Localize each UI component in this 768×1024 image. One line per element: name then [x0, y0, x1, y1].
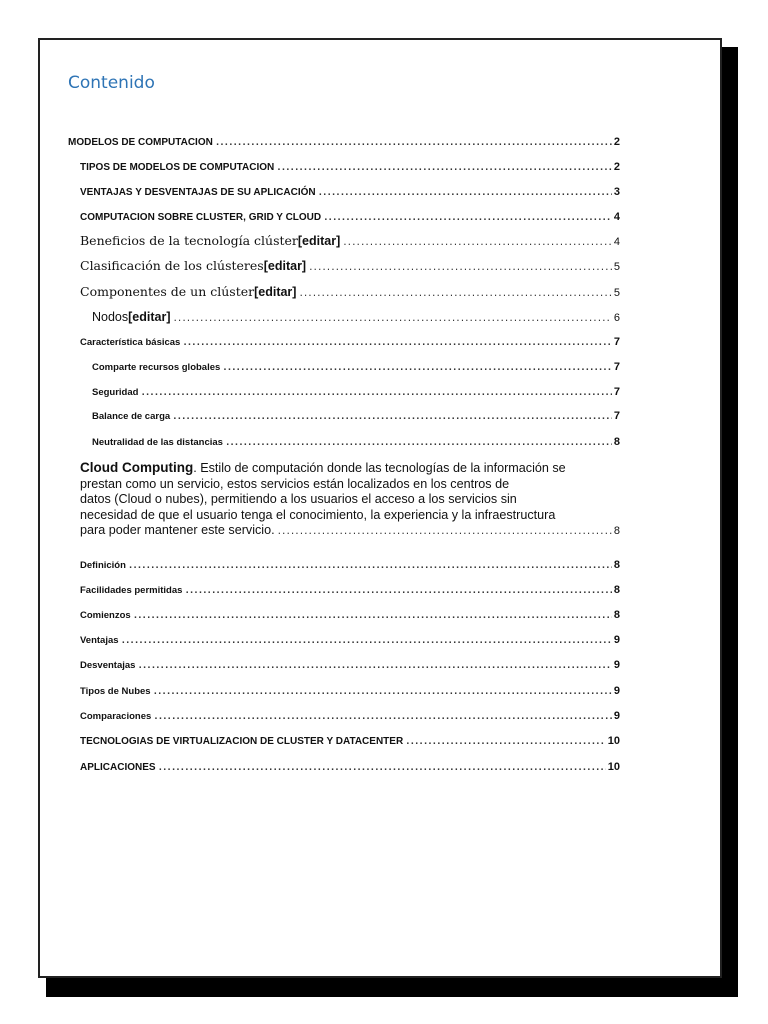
toc-entry[interactable] [80, 336, 620, 348]
dot-leader [182, 338, 612, 348]
toc-entry[interactable] [68, 136, 620, 148]
toc-entry[interactable] [80, 258, 620, 273]
toc-entry[interactable] [80, 186, 620, 198]
dot-leader [298, 289, 611, 299]
dot-leader [153, 687, 612, 697]
edit-link[interactable]: [editar] [254, 285, 297, 299]
toc-entry-text: Componentes de un clúster [80, 284, 255, 299]
toc-entry[interactable] [92, 410, 620, 422]
toc-page-number: 8 [613, 584, 620, 596]
toc-entry-text: APLICACIONES [80, 762, 156, 773]
toc-page-number: 2 [613, 161, 620, 173]
toc-entry-text: Beneficios de la tecnología clúster [80, 233, 298, 248]
toc-page-number: 8 [613, 609, 620, 621]
edit-link[interactable]: [editar] [263, 259, 307, 273]
toc-entry[interactable] [80, 761, 620, 773]
dot-leader [173, 314, 612, 324]
toc-entry[interactable] [80, 161, 620, 173]
toc-entry[interactable] [80, 559, 620, 571]
toc-entry[interactable] [80, 634, 620, 646]
dot-leader [215, 138, 612, 148]
toc-entry-text: Nodos [92, 310, 129, 324]
edit-link[interactable]: [editar] [128, 310, 171, 324]
toc-entry[interactable] [92, 436, 620, 448]
toc-entry-text: Balance de carga [92, 411, 171, 422]
toc-entry[interactable] [80, 710, 620, 722]
toc-entry-text: Clasificación de los clústeres [80, 258, 264, 273]
toc-entry-text: Comparaciones [80, 711, 152, 722]
dot-leader [308, 263, 612, 273]
dot-leader [323, 213, 612, 223]
dot-leader [137, 661, 611, 671]
toc-entry[interactable] [80, 211, 620, 223]
dot-leader [133, 611, 612, 621]
dot-leader [158, 763, 606, 773]
toc-entry-text: Comienzos [80, 610, 131, 621]
paragraph-line: datos (Cloud o nubes), permitiendo a los usuarios el acceso a los servicios sin [80, 492, 517, 506]
cloud-computing-lead: Cloud Computing [80, 460, 194, 475]
toc-entry-text: TIPOS DE MODELOS DE COMPUTACION [80, 162, 275, 173]
toc-entry[interactable] [92, 310, 620, 324]
toc-entry-text: Característica básicas [80, 337, 181, 348]
toc-page-number: 5 [613, 287, 620, 299]
toc-page-number: 8 [613, 436, 620, 448]
dot-leader [222, 363, 612, 373]
toc-entry[interactable] [80, 735, 620, 747]
toc-page-number: 6 [613, 312, 620, 324]
toc-entry-text: VENTAJAS Y DESVENTAJAS DE SU APLICACIÓN [80, 187, 316, 198]
toc-entry-text: Comparte recursos globales [92, 362, 221, 373]
toc-page-number: 9 [613, 634, 620, 646]
dot-leader [184, 586, 611, 596]
toc-entry-text: Ventajas [80, 635, 119, 646]
toc-entry-text: Facilidades permitidas [80, 585, 183, 596]
dot-leader [140, 388, 611, 398]
cloud-computing-entry[interactable] [80, 460, 620, 541]
toc-page-number: 10 [607, 735, 620, 747]
toc-entry[interactable] [80, 685, 620, 697]
toc-page-number: 10 [607, 761, 620, 773]
dot-leader [342, 238, 612, 248]
paragraph-line: prestan como un servicio, estos servicios están localizados en los centros de [80, 476, 510, 491]
toc-entry-text: Desventajas [80, 660, 136, 671]
toc-page-number: 7 [613, 410, 620, 422]
dot-leader [405, 737, 606, 747]
paragraph-line: . Estilo de computación donde las tecnologías de la información se [193, 461, 566, 475]
toc-entry-text: MODELOS DE COMPUTACION [68, 137, 213, 148]
toc-entry-text: Tipos de Nubes [80, 686, 151, 697]
toc-page-number: 7 [613, 386, 620, 398]
toc-page-number: 7 [613, 361, 620, 373]
dot-leader [128, 561, 612, 571]
toc-page-number: 8 [613, 559, 620, 571]
toc-page-number: 9 [613, 685, 620, 697]
toc-page-number: 2 [613, 136, 620, 148]
toc-entry[interactable] [80, 609, 620, 621]
toc-entry-text: Seguridad [92, 387, 139, 398]
toc-title: Contenido [68, 73, 155, 93]
toc-page-number: 3 [613, 186, 620, 198]
toc-entry[interactable] [80, 584, 620, 596]
toc-page-number: 8 [613, 525, 620, 537]
dot-leader [277, 525, 612, 541]
toc-entry-text: Definición [80, 560, 126, 571]
toc-entry-text: COMPUTACION SOBRE CLUSTER, GRID Y CLOUD [80, 212, 322, 223]
toc-page-number: 4 [613, 211, 620, 223]
toc-page-number: 9 [613, 659, 620, 671]
paragraph-line: para poder mantener este servicio. [80, 523, 275, 537]
dot-leader [318, 188, 612, 198]
toc-page-number: 5 [613, 261, 620, 273]
dot-leader [121, 636, 612, 646]
toc-entry[interactable] [92, 386, 620, 398]
toc-entry-text: TECNOLOGIAS DE VIRTUALIZACION DE CLUSTER Y DATACENTER [80, 736, 404, 747]
toc-entry[interactable] [92, 361, 620, 373]
dot-leader [276, 163, 612, 173]
dot-leader [153, 712, 612, 722]
toc-page-number: 9 [613, 710, 620, 722]
toc-page-number: 7 [613, 336, 620, 348]
toc-page-number: 4 [613, 236, 620, 248]
toc-entry[interactable] [80, 659, 620, 671]
toc-entry-text: Neutralidad de las distancias [92, 437, 223, 448]
dot-leader [225, 438, 612, 448]
toc-entry[interactable] [80, 233, 620, 248]
edit-link[interactable]: [editar] [297, 234, 341, 248]
paragraph-line: necesidad de que el usuario tenga el conocimiento, la experiencia y la infraestructura [80, 507, 556, 522]
toc-entry[interactable] [80, 284, 620, 299]
dot-leader [172, 412, 612, 422]
